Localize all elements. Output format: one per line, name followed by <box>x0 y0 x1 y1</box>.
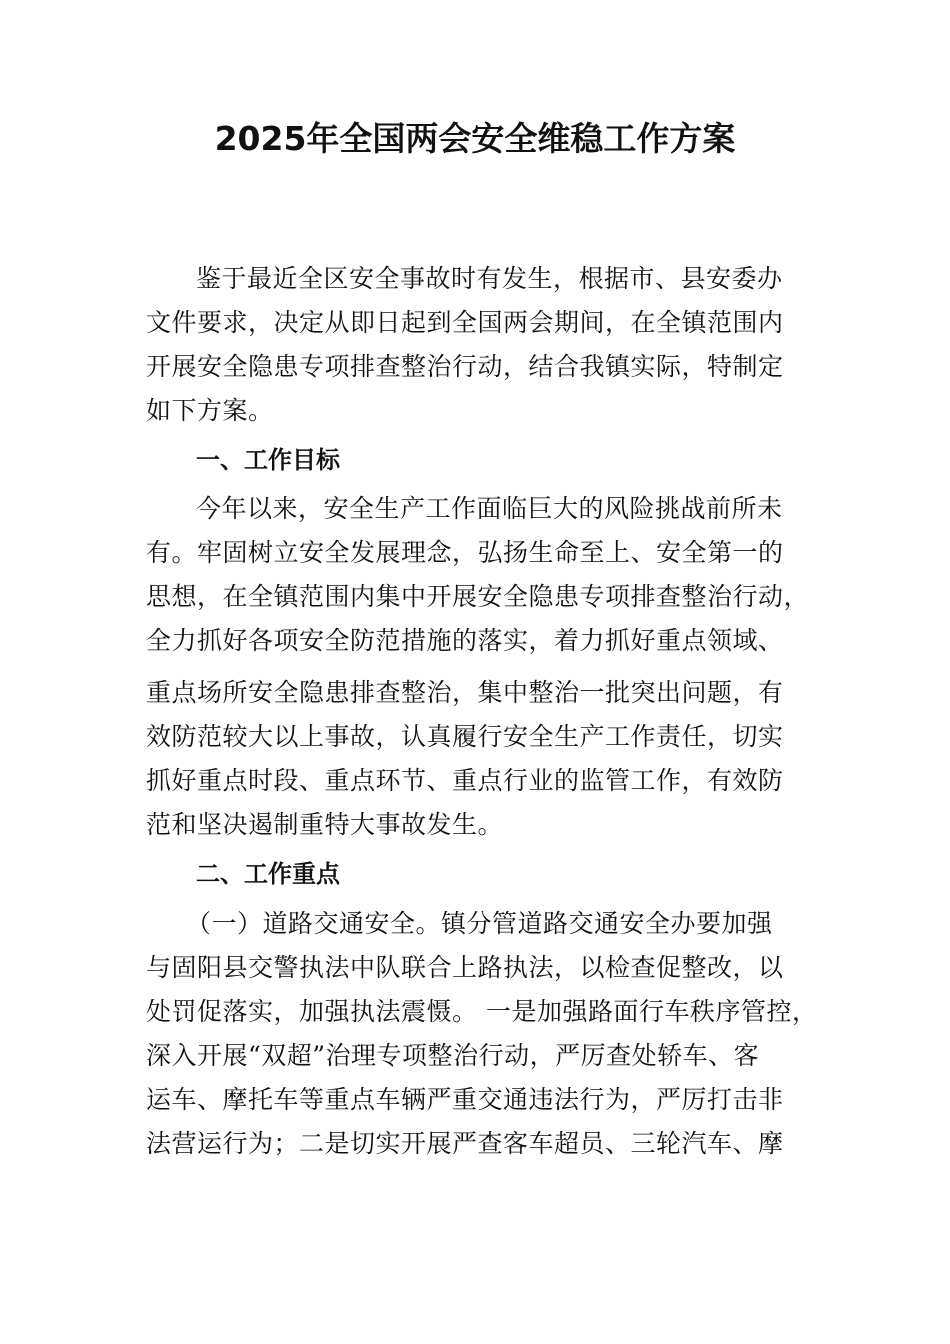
section1-line-3: 思想，在全镇范围内集中开展安全隐患专项排查整治行动， <box>146 582 810 611</box>
section2-line-6: 法营运行为；二是切实开展严查客车超员、三轮汽车、摩 <box>146 1129 784 1158</box>
section-heading-goals: 一、工作目标 <box>196 446 340 474</box>
section2-line-4: 深入开展“双超”治理专项整治行动，严厉查处轿车、客 <box>146 1041 760 1070</box>
section2-line-1: （一）道路交通安全。镇分管道路交通安全办要加强 <box>186 909 773 938</box>
section1-line-8: 范和坚决遏制重特大事故发生。 <box>146 810 504 839</box>
document-title: 2025年全国两会安全维稳工作方案 <box>214 119 736 158</box>
section1-line-6: 效防范较大以上事故，认真履行安全生产工作责任，切实 <box>146 722 784 751</box>
section1-line-7: 抓好重点时段、重点环节、重点行业的监管工作，有效防 <box>146 766 784 795</box>
section2-line-3: 处罚促落实，加强执法震慑。 一是加强路面行车秩序管控， <box>146 997 818 1026</box>
section1-line-5: 重点场所安全隐患排查整治，集中整治一批突出问题，有 <box>146 678 784 707</box>
section2-line-2: 与固阳县交警执法中队联合上路执法，以检查促整改，以 <box>146 953 784 982</box>
section-heading-focus: 二、工作重点 <box>196 860 340 888</box>
intro-line-4: 如下方案。 <box>146 396 274 425</box>
section1-line-1: 今年以来，安全生产工作面临巨大的风险挑战前所未 <box>196 494 783 523</box>
intro-line-2: 文件要求，决定从即日起到全国两会期间，在全镇范围内 <box>146 308 784 337</box>
section1-line-4: 全力抓好各项安全防范措施的落实，着力抓好重点领域、 <box>146 626 784 655</box>
intro-line-3: 开展安全隐患专项排查整治行动，结合我镇实际，特制定 <box>146 352 784 381</box>
section2-line-5: 运车、摩托车等重点车辆严重交通违法行为，严厉打击非 <box>146 1085 784 1114</box>
intro-line-1: 鉴于最近全区安全事故时有发生，根据市、县安委办 <box>196 264 783 293</box>
section1-line-2: 有。牢固树立安全发展理念，弘扬生命至上、安全第一的 <box>146 538 784 567</box>
